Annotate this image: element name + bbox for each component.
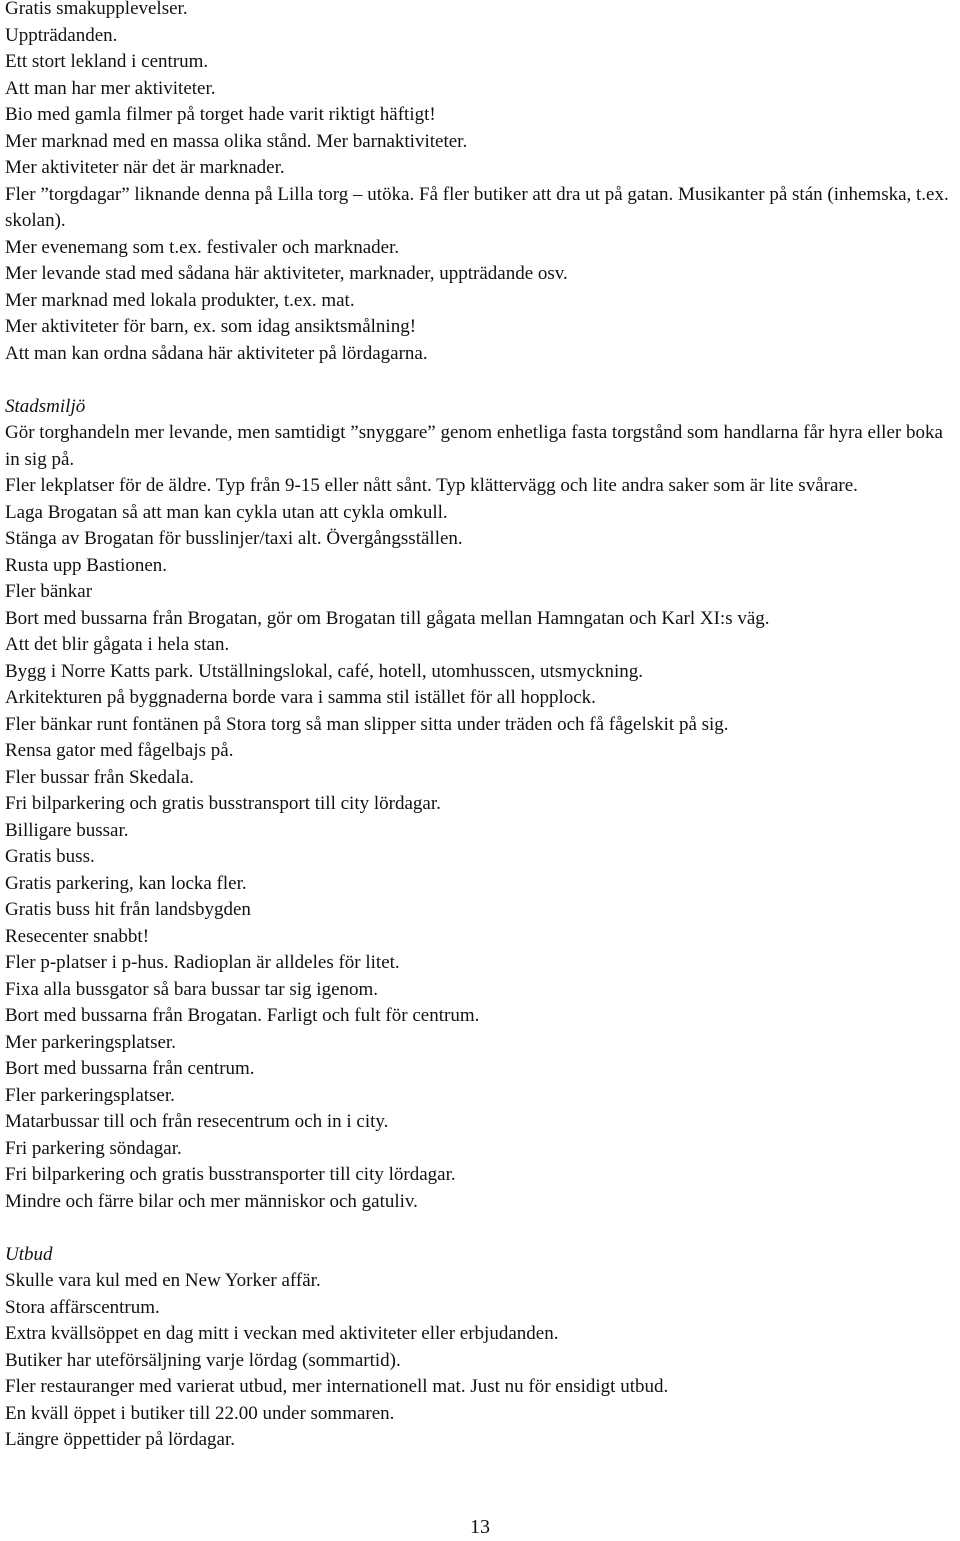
text-line: Gratis smakupplevelser. (5, 0, 188, 19)
text-line: Bort med bussarna från Brogatan. Farligt och fult för centrum. (5, 1005, 480, 1026)
text-line: Längre öppettider på lördagar. (5, 1429, 236, 1450)
text-line: Gratis parkering, kan locka fler. (5, 872, 247, 894)
stadsmiljo-section (5, 394, 955, 1216)
text-line: Uppträdanden. (5, 24, 118, 46)
section-gap (5, 1215, 955, 1242)
text-line: Mindre och färre bilar och mer människor och gatuliv. (5, 1190, 418, 1212)
text-line: Skulle vara kul med en New Yorker affär. (5, 1270, 321, 1291)
text-line: Fri parkering söndagar. (5, 1137, 182, 1159)
text-line: Stora affärscentrum. (5, 1296, 160, 1318)
text-line: Rusta upp Bastionen. (5, 554, 168, 576)
text-line: Mer aktiviteter när det är marknader. (5, 157, 285, 178)
text-line: Gratis buss hit från landsbygden (5, 899, 251, 920)
page-number: 13 (470, 1516, 490, 1538)
text-line: Mer marknad med lokala produkter, t.ex. mat. (5, 289, 355, 311)
document-page (5, 0, 955, 1454)
text-line: Mer parkeringsplatser. (5, 1031, 176, 1053)
text-line: Att man kan ordna sådana här aktiviteter på lördagarna. (5, 342, 428, 364)
text-line: Fler bänkar runt fontänen på Stora torg så man slipper sitta under träden och få fågelskit på sig. (5, 713, 729, 735)
text-line: Bort med bussarna från centrum. (5, 1058, 255, 1079)
text-line: Fler p-platser i p-hus. Radioplan är alldeles för litet. (5, 952, 400, 973)
text-line: Butiker har uteförsäljning varje lördag (sommartid). (5, 1349, 401, 1371)
text-line: Mer evenemang som t.ex. festivaler och marknader. (5, 236, 400, 258)
text-line: Fler bussar från Skedala. (5, 766, 194, 788)
text-line: Gör torghandeln mer levande, men samtidigt ”snyggare” genom enhetliga fasta torgstånd som handlarna får hyra eller boka in sig på. (5, 422, 948, 470)
text-line: Gratis buss. (5, 846, 95, 867)
text-line: En kväll öppet i butiker till 22.00 under sommaren. (5, 1402, 395, 1424)
utbud-lines (5, 1268, 955, 1454)
text-line: Arkitekturen på byggnaderna borde vara i samma stil istället för all hopplock. (5, 687, 596, 708)
intro-section (5, 0, 955, 367)
text-line: Fler ”torgdagar” liknande denna på Lilla torg – utöka. Få fler butiker att dra ut på gatan. Musikanter på stán (inhemska, t.ex. skolan). (5, 183, 954, 231)
text-line: Fler restauranger med varierat utbud, mer internationell mat. Just nu för ensidigt utbud. (5, 1376, 669, 1397)
text-line: Laga Brogatan så att man kan cykla utan att cykla omkull. (5, 501, 448, 523)
text-line: Bio med gamla filmer på torget hade varit riktigt häftigt! (5, 104, 436, 125)
text-line: Fler bänkar (5, 581, 93, 602)
text-line: Stänga av Brogatan för busslinjer/taxi alt. Övergångsställen. (5, 528, 463, 549)
text-line: Fler lekplatser för de äldre. Typ från 9-15 eller nått sånt. Typ klättervägg och lite andra saker som är lite svårare. (5, 475, 858, 496)
text-line: Att man har mer aktiviteter. (5, 77, 216, 99)
section-heading-utbud: Utbud (5, 1243, 53, 1265)
text-line: Bort med bussarna från Brogatan, gör om Brogatan till gågata mellan Hamngatan och Karl XI:s väg. (5, 607, 770, 629)
utbud-section (5, 1242, 955, 1454)
text-line: Fler parkeringsplatser. (5, 1084, 175, 1106)
text-line: Matarbussar till och från resecentrum och in i city. (5, 1111, 389, 1132)
section-gap (5, 367, 955, 394)
text-line: Rensa gator med fågelbajs på. (5, 740, 234, 761)
text-line: Extra kvällsöppet en dag mitt i veckan med aktiviteter eller erbjudanden. (5, 1323, 559, 1344)
section-heading-stadsmiljo: Stadsmiljö (5, 395, 86, 417)
text-line: Mer levande stad med sådana här aktiviteter, marknader, uppträdande osv. (5, 263, 568, 284)
text-line: Fri bilparkering och gratis busstransport till city lördagar. (5, 793, 441, 814)
text-line: Fri bilparkering och gratis busstransporter till city lördagar. (5, 1164, 456, 1185)
text-line: Bygg i Norre Katts park. Utställningslokal, café, hotell, utomhusscen, utsmyckning. (5, 660, 643, 682)
text-line: Att det blir gågata i hela stan. (5, 634, 230, 655)
text-line: Mer aktiviteter för barn, ex. som idag ansiktsmålning! (5, 316, 417, 337)
text-line: Fixa alla bussgator så bara bussar tar sig igenom. (5, 978, 379, 1000)
text-line: Mer marknad med en massa olika stånd. Mer barnaktiviteter. (5, 130, 468, 152)
text-line: Billigare bussar. (5, 819, 129, 841)
text-line: Ett stort lekland i centrum. (5, 51, 209, 72)
text-line: Resecenter snabbt! (5, 925, 150, 947)
stadsmiljo-lines (5, 420, 955, 1215)
